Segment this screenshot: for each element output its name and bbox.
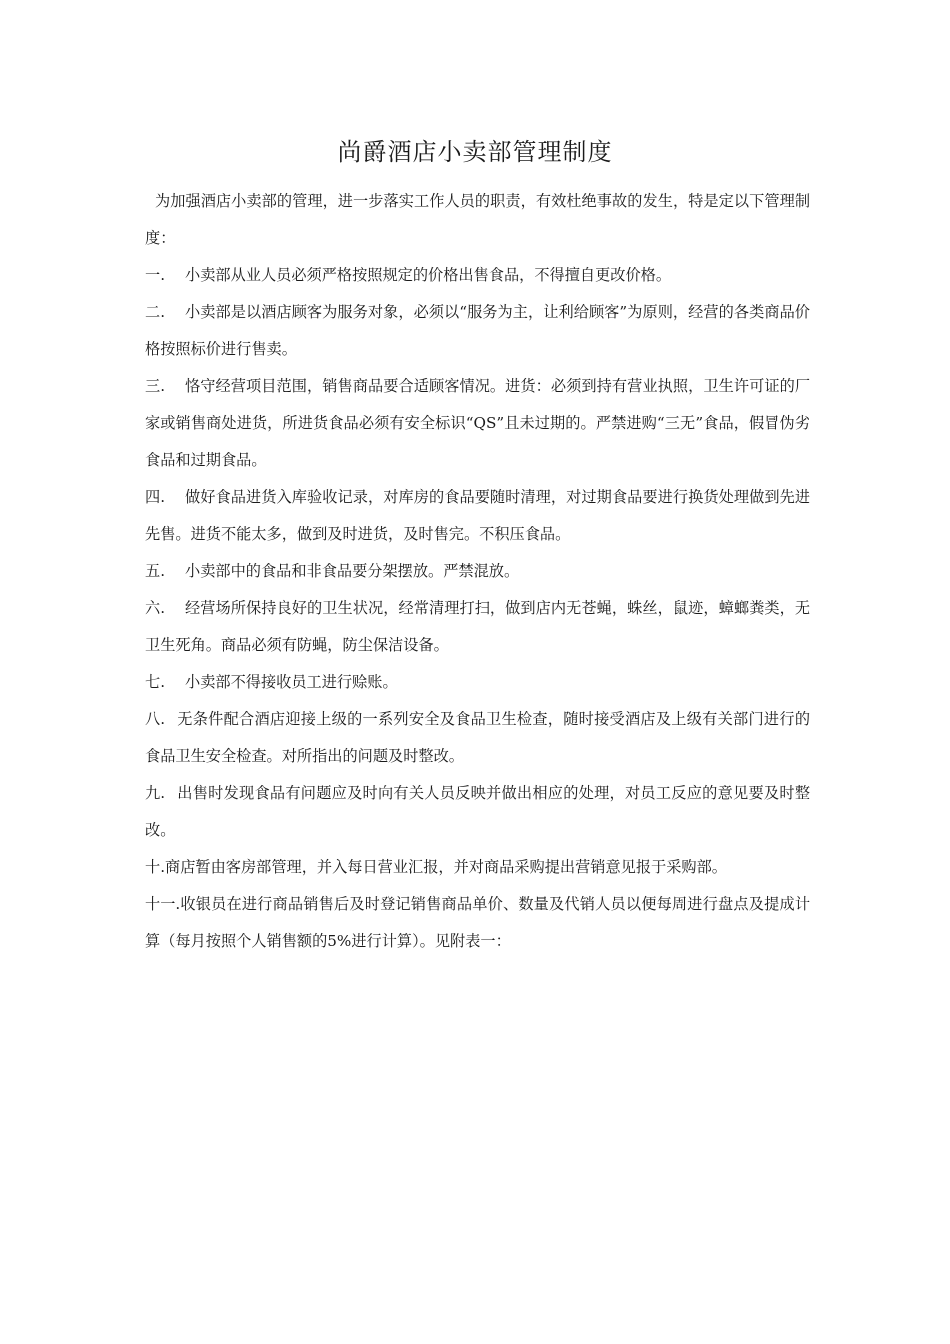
- rule-item-11: [145, 886, 810, 960]
- rule-item-10: [145, 849, 810, 886]
- rule-number: 三.: [145, 377, 166, 395]
- rule-number: 九.: [145, 784, 166, 802]
- rule-text: 收银员在进行商品销售后及时登记销售商品单价、数量及代销人员以便每周进行盘点及提成计算（每月按照个人销售额的5%进行计算）。见附表一：: [145, 895, 810, 950]
- rule-text: 经营场所保持良好的卫生状况，经常清理打扫，做到店内无苍蝇，蛛丝，鼠迹，蟑螂粪类，无卫生死角。商品必须有防蝇，防尘保洁设备。: [145, 599, 810, 654]
- rule-item-3: [145, 368, 810, 479]
- rule-number: 十一.: [145, 895, 181, 913]
- rule-number: 一.: [145, 266, 166, 284]
- rule-text: 商店暂由客房部管理，并入每日营业汇报，并对商品采购提出营销意见报于采购部。: [165, 858, 727, 876]
- document-title: 尚爵酒店小卖部管理制度: [337, 138, 613, 166]
- rule-item-6: [145, 590, 810, 664]
- rule-item-9: [145, 775, 810, 849]
- rule-text: 小卖部是以酒店顾客为服务对象，必须以“服务为主，让利给顾客”为原则，经营的各类商品价格按照标价进行售卖。: [145, 303, 810, 358]
- rule-text: 小卖部不得接收员工进行赊账。: [185, 673, 398, 691]
- rule-number: 二.: [145, 303, 166, 321]
- rule-item-7: [145, 664, 810, 701]
- rule-text: 恪守经营项目范围，销售商品要合适顾客情况。进货：必须到持有营业执照，卫生许可证的厂家或销售商处进货，所进货食品必须有安全标识“QS”且未过期的。严禁进购“三无”食品，假冒伪劣食品和过期食品。: [145, 377, 810, 469]
- rule-text: 做好食品进货入库验收记录，对库房的食品要随时清理，对过期食品要进行换货处理做到先进先售。进货不能太多，做到及时进货，及时售完。不积压食品。: [145, 488, 810, 543]
- rule-text: 小卖部从业人员必须严格按照规定的价格出售食品，不得擅自更改价格。: [185, 266, 671, 284]
- rule-text: 出售时发现食品有问题应及时向有关人员反映并做出相应的处理，对员工反应的意见要及时整改。: [145, 784, 810, 839]
- intro-paragraph: 为加强酒店小卖部的管理，进一步落实工作人员的职责，有效杜绝事故的发生，特是定以下管理制度：: [145, 192, 810, 247]
- rule-item-2: [145, 294, 810, 368]
- rule-number: 五.: [145, 562, 166, 580]
- rule-number: 六.: [145, 599, 166, 617]
- rule-item-1: [145, 257, 810, 294]
- rule-number: 七.: [145, 673, 166, 691]
- rule-text: 小卖部中的食品和非食品要分架摆放。严禁混放。: [185, 562, 520, 580]
- rule-text: 无条件配合酒店迎接上级的一系列安全及食品卫生检查，随时接受酒店及上级有关部门进行的食品卫生安全检查。对所指出的问题及时整改。: [145, 710, 810, 765]
- rule-item-8: [145, 701, 810, 775]
- document-body: [145, 183, 810, 960]
- rule-item-5: [145, 553, 810, 590]
- rule-number: 四.: [145, 488, 166, 506]
- rule-item-4: [145, 479, 810, 553]
- rule-number: 八.: [145, 710, 166, 728]
- rule-number: 十.: [145, 858, 166, 876]
